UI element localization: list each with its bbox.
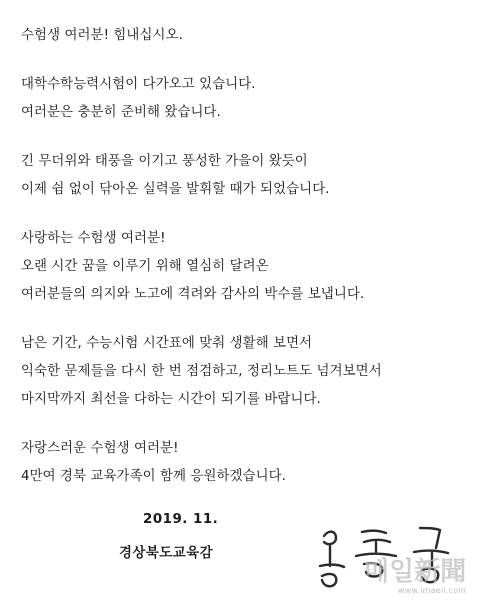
paragraph-exam-approaching bbox=[21, 71, 471, 127]
text-line: 사랑하는 수험생 여러분! bbox=[21, 231, 166, 246]
paragraph-remaining-time bbox=[21, 330, 471, 414]
text-line: 여러분들의 의지와 노고에 격려와 감사의 박수를 보냅니다. bbox=[21, 287, 365, 302]
text-line: 여러분은 충분히 준비해 왔습니다. bbox=[21, 105, 221, 120]
paragraph-encouragement bbox=[21, 225, 471, 309]
text-line: 대학수학능력시험이 다가오고 있습니다. bbox=[21, 77, 256, 92]
text-line: 수험생 여러분! 힘내십시오. bbox=[21, 28, 183, 43]
watermark-logo-text: 매일新聞 bbox=[364, 557, 467, 587]
signature-author: 경상북도교육감 bbox=[119, 546, 214, 561]
text-line: 남은 기간, 수능시험 시간표에 맞춰 생활해 보면서 bbox=[21, 336, 313, 351]
text-line: 익숙한 문제들을 다시 한 번 점검하고, 정리노트도 넘겨보면서 bbox=[21, 364, 382, 379]
paragraph-autumn bbox=[21, 148, 471, 204]
text-line: 자랑스러운 수험생 여러분! bbox=[21, 441, 179, 456]
text-line: 마지막까지 최선을 다하는 시간이 되기를 바랍니다. bbox=[21, 392, 321, 407]
paragraph-closing bbox=[21, 435, 471, 491]
paragraph-greeting bbox=[21, 22, 471, 50]
text-line: 긴 무더위와 태풍을 이기고 풍성한 가을이 왔듯이 bbox=[21, 154, 308, 169]
text-line: 오랜 시간 꿈을 이루기 위해 열심히 달려온 bbox=[21, 259, 269, 274]
text-line: 4만여 경북 교육가족이 함께 응원하겠습니다. bbox=[21, 469, 287, 484]
handwritten-signature bbox=[316, 522, 466, 594]
letter-body bbox=[21, 22, 471, 491]
watermark-url: www.imaeil.com bbox=[398, 586, 467, 595]
signature-date: 2019. 11. bbox=[143, 512, 219, 527]
text-line: 이제 쉼 없이 닦아온 실력을 발휘할 때가 되었습니다. bbox=[21, 182, 330, 197]
